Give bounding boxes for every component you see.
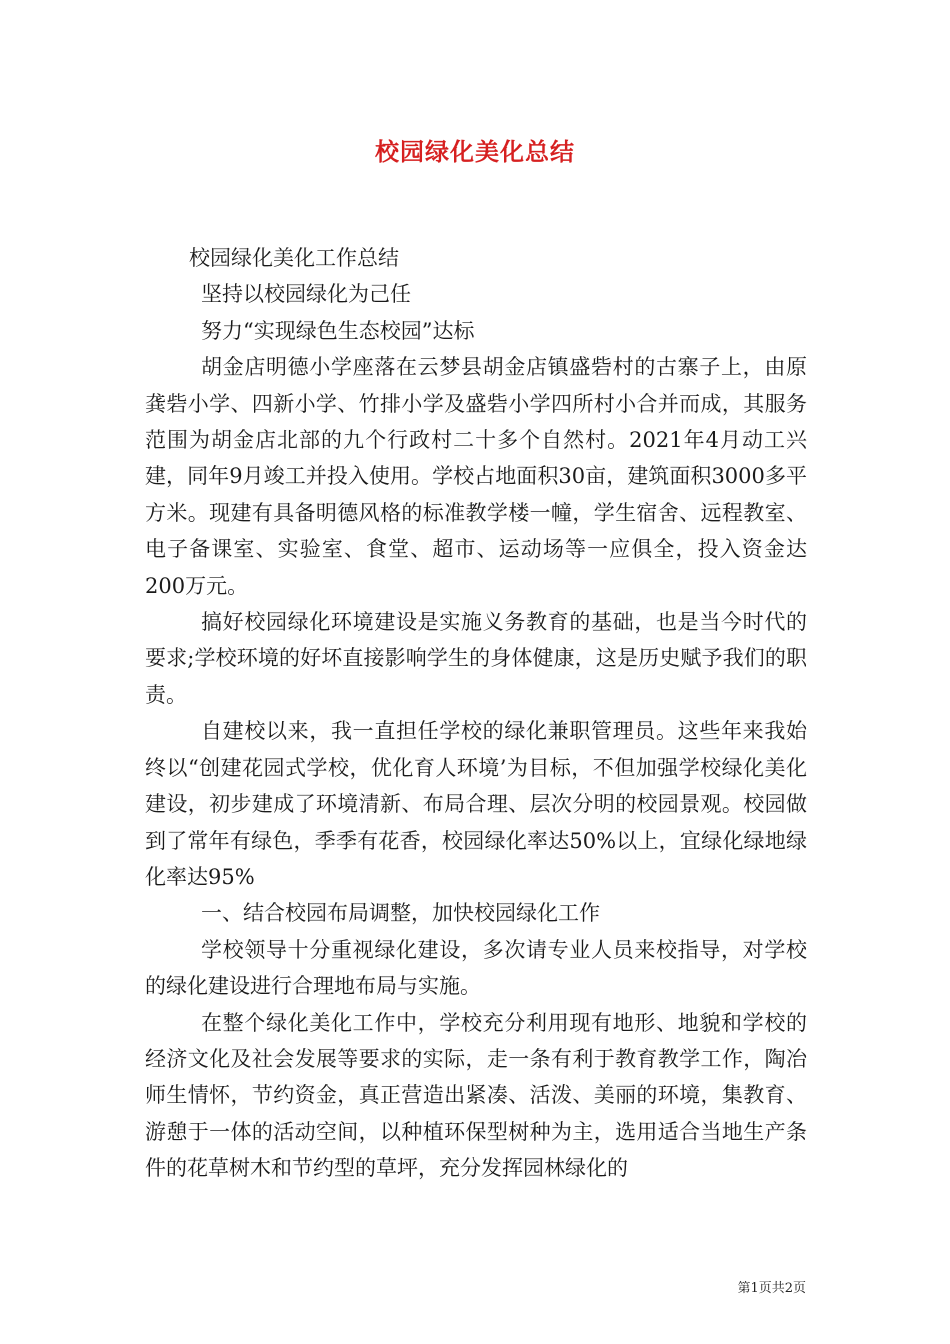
slogan-paragraph-1: 坚持以校园绿化为己任 [201, 282, 411, 307]
document-title: 校园绿化美化总结 [375, 137, 575, 166]
subtitle-paragraph: 校园绿化美化工作总结 [189, 246, 399, 270]
section-heading: 一、结合校园布局调整，加快校园绿化工作 [201, 901, 600, 926]
body-paragraph: 自建校以来，我一直担任学校的绿化兼职管理员。这些年来我始终以“创建花园式学校，优化育人环境’为目标，不但加强学校绿化美化建设，初步建成了环境清新、布局合理、层次分明的校园景观。校园做到了常年有绿色，季季有花香，校园绿化率达50%以上，宜绿化绿地绿化率达95% [145, 719, 807, 889]
body-paragraph: 搞好校园绿化环境建设是实施义务教育的基础，也是当今时代的要求;学校环境的好坏直接影响学生的身体健康，这是历史赋予我们的职责。 [145, 610, 807, 707]
body-paragraph: 胡金店明德小学座落在云梦县胡金店镇盛砦村的古寨子上，由原龚砦小学、四新小学、竹排小学及盛砦小学四所村小合并而成，其服务范围为胡金店北部的九个行政村二十多个自然村。2021年4月动工兴建，同年9月竣工并投入使用。学校占地面积30亩，建筑面积3000多平方米。现建有具备明德风格的标准教学楼一幢，学生宿舍、远程教室、电子备课室、实验室、食堂、超市、运动场等一应俱全，投入资金达200万元。 [145, 355, 807, 598]
slogan-paragraph-2: 努力“实现绿色生态校园”达标 [201, 318, 475, 343]
document-body [145, 240, 807, 1187]
body-paragraph: 在整个绿化美化工作中，学校充分利用现有地形、地貌和学校的经济文化及社会发展等要求的实际，走一条有利于教育教学工作，陶冶师生情怀，节约资金，真正营造出紧凑、活泼、美丽的环境，集教育、游憩于一体的活动空间，以种植环保型树种为主，选用适合当地生产条件的花草树木和节约型的草坪，充分发挥园林绿化的 [145, 1010, 807, 1181]
body-paragraph: 学校领导十分重视绿化建设，多次请专业人员来校指导，对学校的绿化建设进行合理地布局与实施。 [145, 937, 807, 999]
page-number-footer: 第1页共2页 [737, 1281, 806, 1296]
